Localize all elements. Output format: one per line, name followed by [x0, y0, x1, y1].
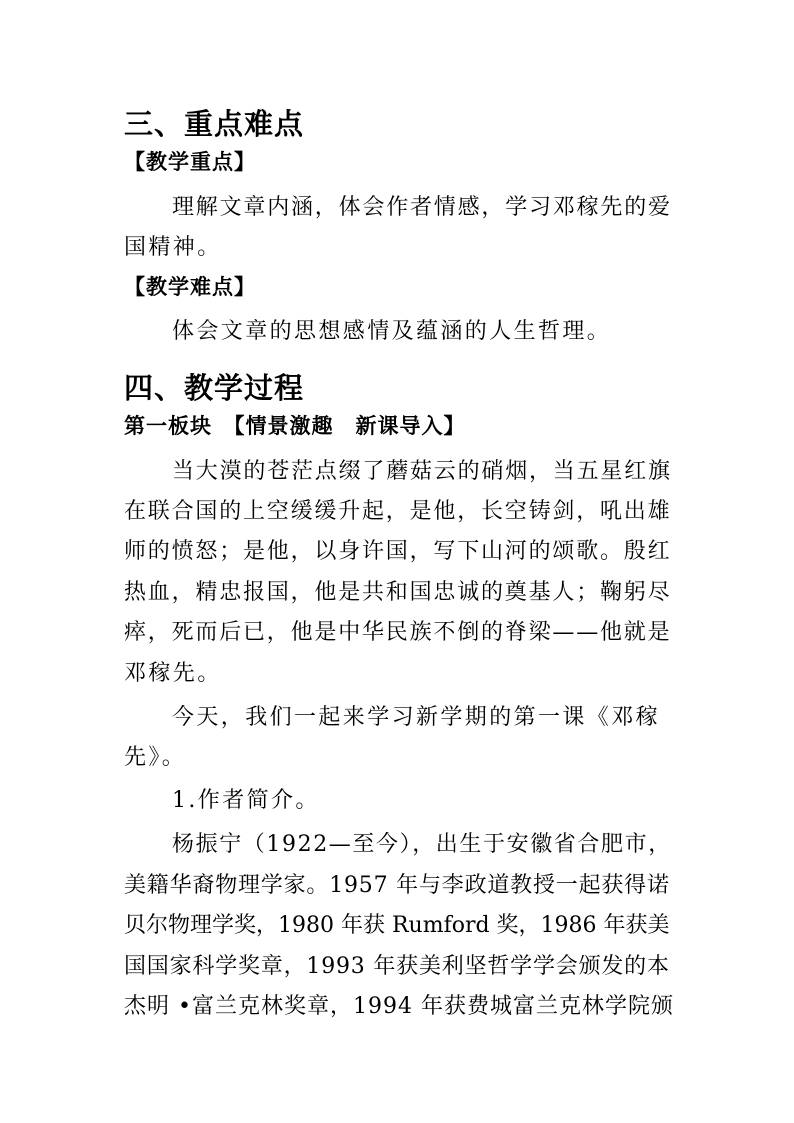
- paragraph-line: 先》。: [124, 745, 187, 770]
- paragraph-line: 热血，精忠报国，他是共和国忠诚的奠基人；鞠躬尽: [124, 580, 672, 605]
- paragraph-line: 瘁，死而后已，他是中华民族不倒的脊梁——他就是: [124, 620, 672, 645]
- paragraph-line: 邓稼先。: [124, 661, 222, 686]
- paragraph-line: 理解文章内涵，体会作者情感，学习邓稼先的爱: [172, 195, 672, 220]
- paragraph-line: 贝尔物理学奖，1980 年获 Rumford 奖，1986 年获美: [124, 913, 670, 938]
- paragraph-line: 今天，我们一起来学习新学期的第一课《邓稼: [172, 705, 661, 730]
- paragraph-line: 国国家科学奖章，1993 年获美利坚哲学学会颁发的本: [124, 954, 670, 979]
- paragraph-line: 杰明 •富兰克林奖章，1994 年获费城富兰克林学院颁: [124, 994, 674, 1019]
- paragraph-line: 国精神。: [124, 235, 222, 260]
- paragraph-line: 体会文章的思想感情及蕴涵的人生哲理。: [172, 319, 612, 344]
- section-3-title: 三、重点难点: [124, 107, 305, 141]
- teaching-difficulty-heading: 【教学难点】: [124, 275, 256, 299]
- paragraph-line: 师的愤怒；是他，以身许国，写下山河的颂歌。殷红: [124, 539, 672, 564]
- block-1-heading: 第一板块 【情景激趣 新课导入】: [124, 414, 466, 438]
- paragraph-line: 杨振宁（1922—至今），出生于安徽省合肥市，: [172, 832, 672, 857]
- list-item-author-intro: 1.作者简介。: [172, 788, 320, 813]
- paragraph-line: 在联合国的上空缓缓升起，是他，长空铸剑，吼出雄: [124, 499, 672, 524]
- paragraph-line: 美籍华裔物理学家。1957 年与李政道教授一起获得诺: [124, 873, 670, 898]
- paragraph-line: 当大漠的苍茫点缀了蘑菇云的硝烟，当五星红旗: [172, 459, 672, 484]
- teaching-focus-heading: 【教学重点】: [124, 150, 256, 174]
- section-4-title: 四、教学过程: [124, 371, 305, 405]
